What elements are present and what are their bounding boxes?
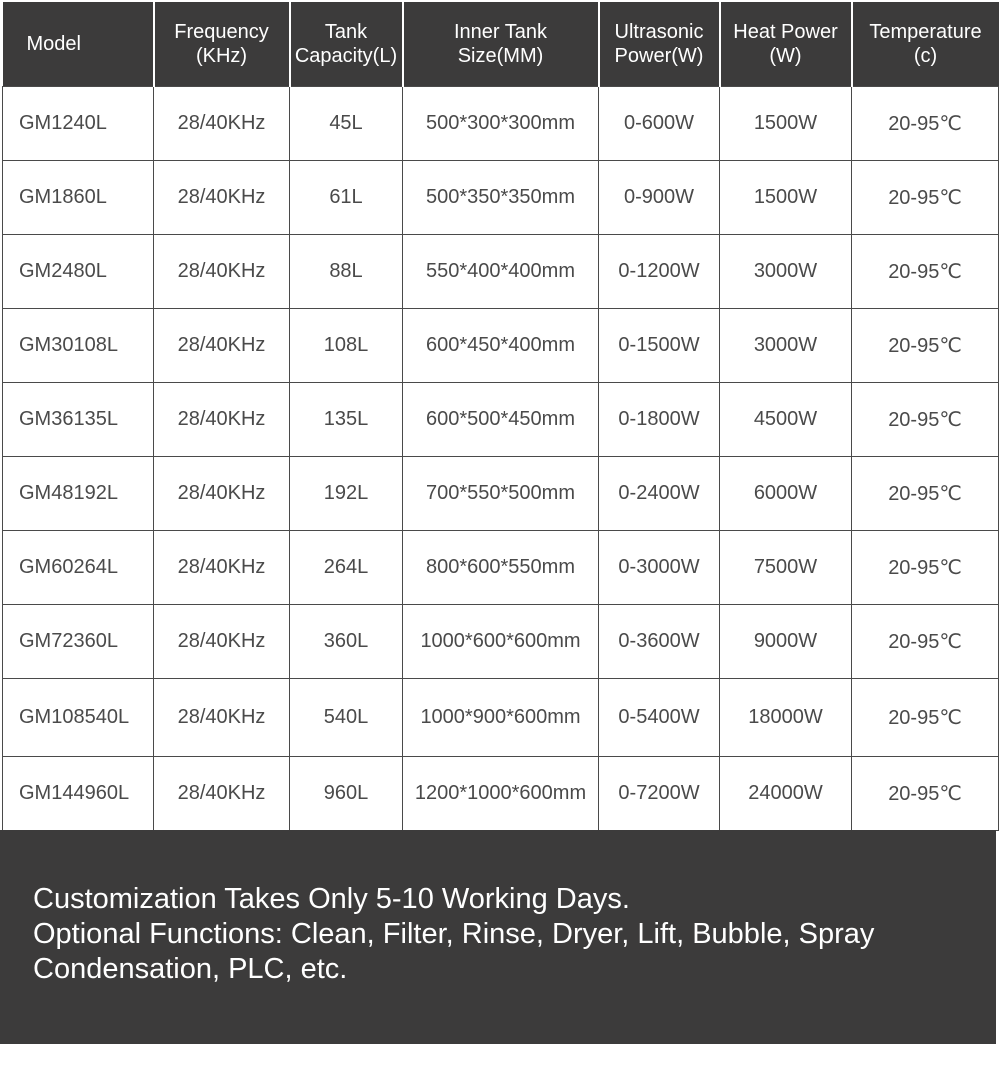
table-row: [3, 757, 999, 831]
size-cell: 500*300*300mm: [403, 87, 599, 161]
heat-power-cell: 6000W: [720, 457, 852, 531]
heat-power-cell: 24000W: [720, 757, 852, 831]
temperature-cell: 20-95℃: [852, 309, 999, 383]
footer-line: Customization Takes Only 5-10 Working Days.: [33, 883, 630, 915]
header-tank-capacity: Tank Capacity(L): [290, 2, 403, 87]
frequency-cell: 28/40KHz: [154, 679, 290, 757]
table-row: [3, 87, 999, 161]
spec-table: [2, 2, 999, 831]
size-cell: 1200*1000*600mm: [403, 757, 599, 831]
frequency-cell: 28/40KHz: [154, 309, 290, 383]
header-model: Model: [3, 2, 154, 87]
capacity-cell: 61L: [290, 161, 403, 235]
heat-power-cell: 4500W: [720, 383, 852, 457]
model-cell: GM60264L: [3, 531, 154, 605]
footer-banner: [0, 830, 996, 1044]
footer-text: [33, 882, 973, 987]
capacity-cell: 45L: [290, 87, 403, 161]
frequency-cell: 28/40KHz: [154, 457, 290, 531]
heat-power-cell: 7500W: [720, 531, 852, 605]
footer-line: Condensation, PLC, etc.: [33, 953, 348, 985]
capacity-cell: 192L: [290, 457, 403, 531]
header-ultrasonic-power: Ultrasonic Power(W): [599, 2, 720, 87]
frequency-cell: 28/40KHz: [154, 235, 290, 309]
heat-power-cell: 1500W: [720, 87, 852, 161]
frequency-cell: 28/40KHz: [154, 757, 290, 831]
model-cell: GM72360L: [3, 605, 154, 679]
ultrasonic-power-cell: 0-3600W: [599, 605, 720, 679]
table-row: [3, 457, 999, 531]
table-row: [3, 309, 999, 383]
temperature-cell: 20-95℃: [852, 235, 999, 309]
size-cell: 600*450*400mm: [403, 309, 599, 383]
ultrasonic-power-cell: 0-1500W: [599, 309, 720, 383]
temperature-cell: 20-95℃: [852, 605, 999, 679]
ultrasonic-power-cell: 0-5400W: [599, 679, 720, 757]
capacity-cell: 540L: [290, 679, 403, 757]
header-inner-tank-size: Inner Tank Size(MM): [403, 2, 599, 87]
capacity-cell: 264L: [290, 531, 403, 605]
frequency-cell: 28/40KHz: [154, 87, 290, 161]
model-cell: GM48192L: [3, 457, 154, 531]
temperature-cell: 20-95℃: [852, 161, 999, 235]
header-frequency: Frequency (KHz): [154, 2, 290, 87]
table-row: [3, 235, 999, 309]
size-cell: 500*350*350mm: [403, 161, 599, 235]
model-cell: GM30108L: [3, 309, 154, 383]
capacity-cell: 135L: [290, 383, 403, 457]
size-cell: 800*600*550mm: [403, 531, 599, 605]
frequency-cell: 28/40KHz: [154, 531, 290, 605]
size-cell: 550*400*400mm: [403, 235, 599, 309]
model-cell: GM1860L: [3, 161, 154, 235]
ultrasonic-power-cell: 0-600W: [599, 87, 720, 161]
temperature-cell: 20-95℃: [852, 757, 999, 831]
ultrasonic-power-cell: 0-1200W: [599, 235, 720, 309]
ultrasonic-power-cell: 0-7200W: [599, 757, 720, 831]
footer-line: Optional Functions: Clean, Filter, Rinse, Dryer, Lift, Bubble, Spray: [33, 918, 875, 950]
capacity-cell: 88L: [290, 235, 403, 309]
capacity-cell: 360L: [290, 605, 403, 679]
heat-power-cell: 9000W: [720, 605, 852, 679]
heat-power-cell: 18000W: [720, 679, 852, 757]
frequency-cell: 28/40KHz: [154, 161, 290, 235]
table-row: [3, 679, 999, 757]
temperature-cell: 20-95℃: [852, 531, 999, 605]
table-header-row: [3, 2, 999, 87]
table-row: [3, 531, 999, 605]
capacity-cell: 960L: [290, 757, 403, 831]
header-temperature: Temperature (c): [852, 2, 999, 87]
temperature-cell: 20-95℃: [852, 457, 999, 531]
frequency-cell: 28/40KHz: [154, 383, 290, 457]
size-cell: 1000*600*600mm: [403, 605, 599, 679]
size-cell: 600*500*450mm: [403, 383, 599, 457]
heat-power-cell: 1500W: [720, 161, 852, 235]
table-row: [3, 605, 999, 679]
model-cell: GM108540L: [3, 679, 154, 757]
model-cell: GM2480L: [3, 235, 154, 309]
table-row: [3, 383, 999, 457]
ultrasonic-power-cell: 0-2400W: [599, 457, 720, 531]
model-cell: GM36135L: [3, 383, 154, 457]
size-cell: 1000*900*600mm: [403, 679, 599, 757]
ultrasonic-power-cell: 0-1800W: [599, 383, 720, 457]
ultrasonic-power-cell: 0-3000W: [599, 531, 720, 605]
frequency-cell: 28/40KHz: [154, 605, 290, 679]
ultrasonic-power-cell: 0-900W: [599, 161, 720, 235]
temperature-cell: 20-95℃: [852, 87, 999, 161]
table-row: [3, 161, 999, 235]
heat-power-cell: 3000W: [720, 235, 852, 309]
heat-power-cell: 3000W: [720, 309, 852, 383]
header-heat-power: Heat Power (W): [720, 2, 852, 87]
size-cell: 700*550*500mm: [403, 457, 599, 531]
spec-sheet: [2, 2, 998, 1044]
temperature-cell: 20-95℃: [852, 383, 999, 457]
model-cell: GM1240L: [3, 87, 154, 161]
temperature-cell: 20-95℃: [852, 679, 999, 757]
model-cell: GM144960L: [3, 757, 154, 831]
capacity-cell: 108L: [290, 309, 403, 383]
